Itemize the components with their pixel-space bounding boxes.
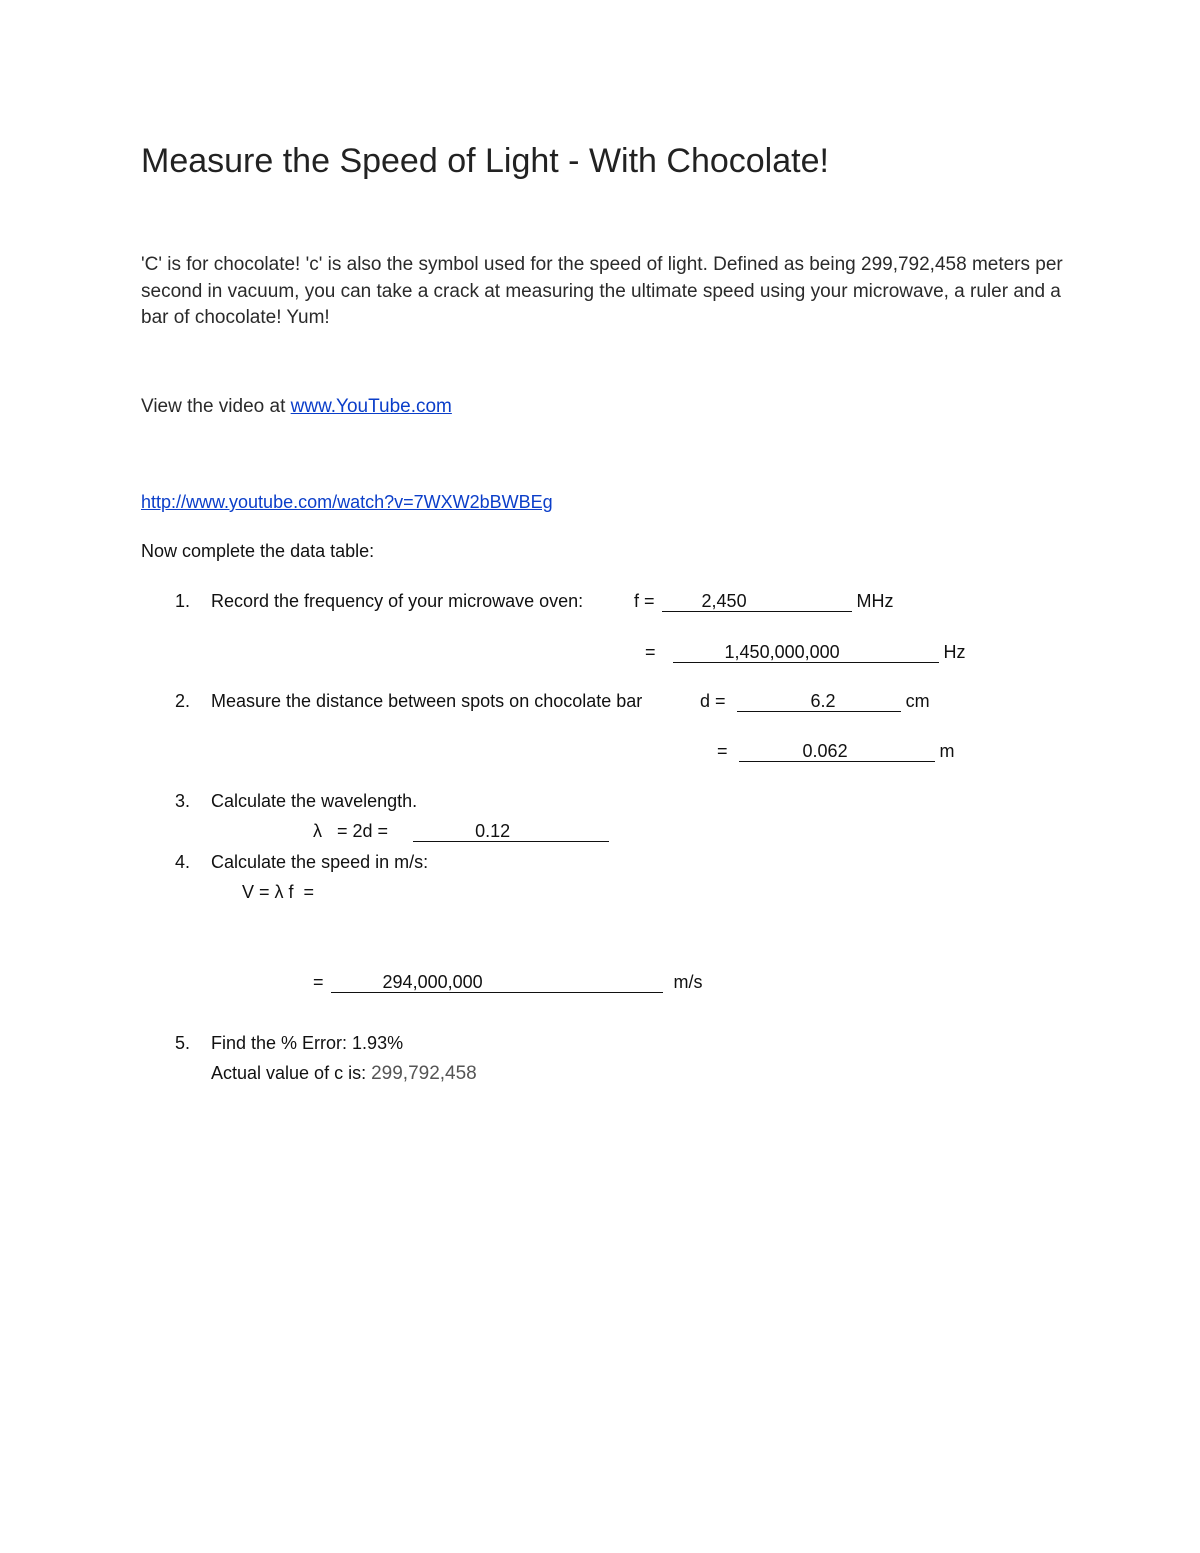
youtube-link[interactable]: www.YouTube.com bbox=[290, 396, 452, 417]
speed-unit: m/s bbox=[673, 972, 703, 992]
video-url-line bbox=[141, 490, 553, 514]
equals-sign: = bbox=[313, 972, 324, 992]
actual-value-label: Actual value of c is: bbox=[211, 1063, 367, 1083]
step-1-text: Record the frequency of your microwave oven: bbox=[211, 591, 584, 611]
page-title: Measure the Speed of Light - With Chocolate! bbox=[141, 142, 829, 180]
step-4-result bbox=[313, 970, 703, 994]
step-5-number: 5. bbox=[175, 1033, 191, 1053]
equals-sign: = bbox=[645, 642, 656, 662]
frequency-hz-unit: Hz bbox=[943, 642, 966, 662]
frequency-mhz-unit: MHz bbox=[856, 591, 894, 611]
step-2-conversion bbox=[717, 739, 955, 763]
step-2-number: 2. bbox=[175, 691, 191, 711]
step-4-number: 4. bbox=[175, 852, 191, 872]
wavelength-label: λ = 2d = bbox=[313, 821, 389, 841]
frequency-mhz-field[interactable] bbox=[662, 591, 852, 612]
actual-value: 299,792,458 bbox=[371, 1063, 477, 1084]
intro-paragraph: 'C' is for chocolate! 'c' is also the symbol used for the speed of light. Defined as being 299,792,458 meters per second in vacuum, you can take a crack at measuring the ultimate speed using your microwave, a ruler and a bar of chocolate! Yum! bbox=[141, 254, 1063, 328]
frequency-hz-value: 1,450,000,000 bbox=[724, 642, 840, 662]
step-2-equation bbox=[700, 689, 930, 713]
distance-cm-field[interactable] bbox=[737, 691, 901, 712]
step-3-text: Calculate the wavelength. bbox=[211, 791, 418, 811]
video-line bbox=[141, 394, 452, 420]
distance-m-field[interactable] bbox=[739, 741, 935, 762]
distance-cm-value: 6.2 bbox=[810, 691, 836, 711]
frequency-hz-field[interactable] bbox=[673, 642, 939, 663]
video-prefix: View the video at bbox=[141, 396, 291, 417]
percent-error: Find the % Error: 1.93% bbox=[211, 1033, 404, 1053]
distance-m-unit: m bbox=[939, 741, 955, 761]
speed-field[interactable] bbox=[331, 972, 663, 993]
wavelength-value: 0.12 bbox=[475, 821, 511, 841]
step-3-number: 3. bbox=[175, 791, 191, 811]
instructions: Now complete the data table: bbox=[141, 541, 375, 561]
distance-label: d = bbox=[700, 691, 726, 711]
distance-m-value: 0.062 bbox=[802, 741, 848, 761]
step-1-conversion bbox=[645, 640, 966, 664]
distance-cm-unit: cm bbox=[905, 691, 930, 711]
wavelength-field[interactable] bbox=[413, 821, 609, 842]
frequency-mhz-value: 2,450 bbox=[701, 591, 747, 611]
equals-sign: = bbox=[717, 741, 728, 761]
speed-formula: V = λ f = bbox=[242, 882, 315, 902]
actual-value-line bbox=[211, 1061, 477, 1086]
speed-value: 294,000,000 bbox=[382, 972, 483, 992]
step-4-text: Calculate the speed in m/s: bbox=[211, 852, 429, 872]
step-1-equation bbox=[634, 589, 894, 613]
step-3-equation bbox=[313, 819, 609, 843]
frequency-label: f = bbox=[634, 591, 655, 611]
step-2-text: Measure the distance between spots on chocolate bar bbox=[211, 691, 643, 711]
video-url-link[interactable]: http://www.youtube.com/watch?v=7WXW2bBWBEg bbox=[141, 492, 553, 512]
step-1-number: 1. bbox=[175, 591, 191, 611]
